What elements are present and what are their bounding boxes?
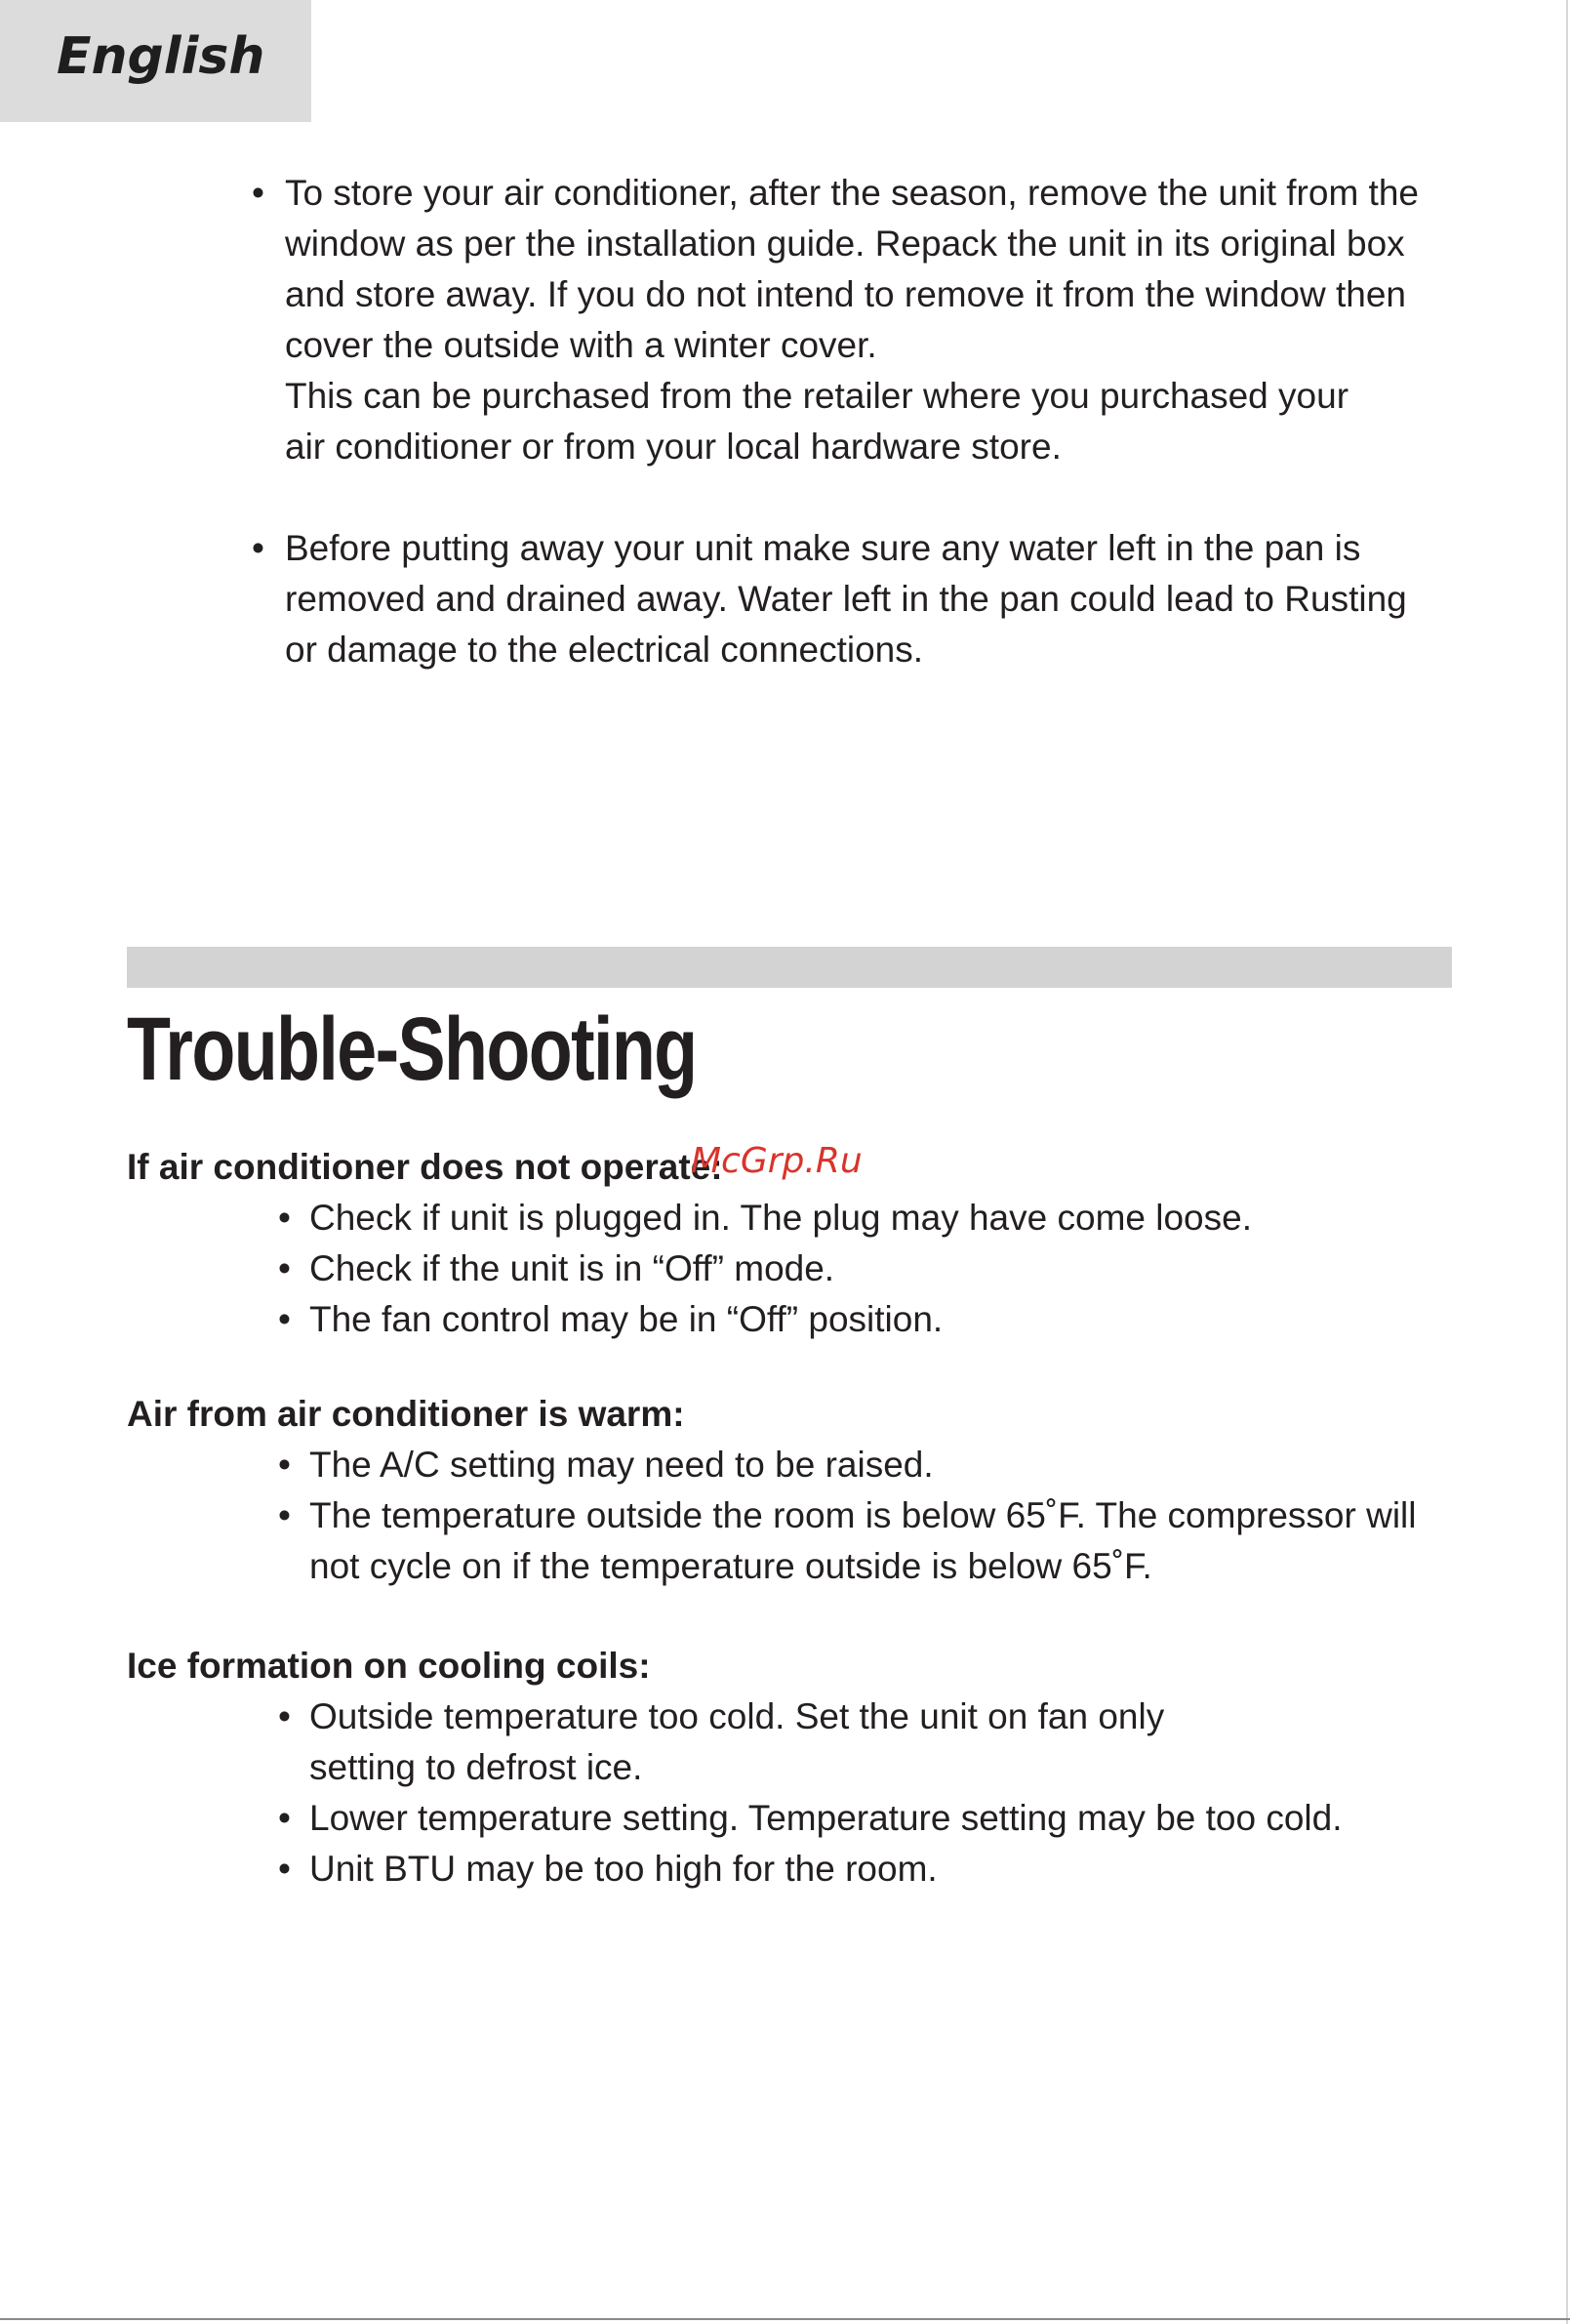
text-line: Before putting away your unit make sure any water left in the pan is: [285, 528, 1361, 568]
text-line: To store your air conditioner, after the season, remove the unit from the: [285, 173, 1419, 213]
section-title-bar: [127, 947, 1452, 988]
trouble-heading: If air conditioner does not operate:: [127, 1147, 723, 1187]
bullet-icon: •: [278, 1495, 291, 1535]
text-line: and store away. If you do not intend to remove it from the window then: [285, 274, 1407, 314]
trouble-section-ice-formation: [127, 1641, 1425, 1895]
trouble-heading: Ice formation on cooling coils:: [127, 1646, 651, 1686]
trouble-item: [278, 1244, 1425, 1294]
section-title: Trouble-Shooting: [127, 999, 697, 1099]
trouble-list: [127, 1193, 1425, 1345]
bullet-icon: •: [252, 528, 264, 568]
trouble-item: [278, 1294, 1425, 1345]
bullet-icon: •: [278, 1696, 291, 1736]
text-line: or damage to the electrical connections.: [285, 630, 924, 670]
trouble-list: [127, 1440, 1425, 1592]
trouble-item: [278, 1844, 1425, 1895]
bullet-icon: •: [278, 1849, 291, 1889]
trouble-item: [278, 1490, 1425, 1592]
text-line: window as per the installation guide. Repack the unit in its original box: [285, 224, 1405, 264]
text-line: The fan control may be in “Off” position.: [309, 1299, 944, 1339]
language-label: English: [57, 27, 265, 86]
text-line: The temperature outside the room is below 65˚F. The compressor will: [309, 1495, 1417, 1535]
text-line: Check if the unit is in “Off” mode.: [309, 1248, 835, 1288]
bottom-edge-rule: [0, 2318, 1570, 2320]
text-line: The A/C setting may need to be raised.: [309, 1445, 934, 1485]
storage-item-drain-water: [252, 523, 1423, 675]
bullet-icon: •: [278, 1445, 291, 1485]
storage-instructions-list: [252, 168, 1423, 675]
trouble-item: [278, 1793, 1425, 1844]
text-line: This can be purchased from the retailer where you purchased your: [285, 376, 1349, 416]
text-line: air conditioner or from your local hardware store.: [285, 427, 1062, 467]
bullet-icon: •: [278, 1248, 291, 1288]
trouble-item: [278, 1692, 1425, 1793]
text-line: removed and drained away. Water left in the pan could lead to Rusting: [285, 579, 1407, 619]
text-line: Outside temperature too cold. Set the unit on fan only: [309, 1696, 1165, 1736]
text-line: not cycle on if the temperature outside is below 65˚F.: [309, 1546, 1152, 1586]
right-edge-rule: [1566, 0, 1568, 2324]
bullet-icon: •: [278, 1198, 291, 1238]
text-line: Lower temperature setting. Temperature setting may be too cold.: [309, 1798, 1343, 1838]
bullet-icon: •: [278, 1299, 291, 1339]
trouble-item: [278, 1440, 1425, 1490]
text-line: Check if unit is plugged in. The plug may have come loose.: [309, 1198, 1252, 1238]
trouble-heading: Air from air conditioner is warm:: [127, 1394, 685, 1434]
language-tab: [0, 0, 311, 122]
text-line: Unit BTU may be too high for the room.: [309, 1849, 938, 1889]
bullet-icon: •: [278, 1798, 291, 1838]
text-line: cover the outside with a winter cover.: [285, 325, 877, 365]
trouble-item: [278, 1193, 1425, 1244]
bullet-icon: •: [252, 173, 264, 213]
trouble-section-warm-air: [127, 1389, 1425, 1592]
text-line: setting to defrost ice.: [309, 1747, 643, 1787]
watermark-text: McGrp.Ru: [691, 1141, 863, 1181]
storage-item-store-unit: [252, 168, 1423, 472]
trouble-list: [127, 1692, 1425, 1895]
